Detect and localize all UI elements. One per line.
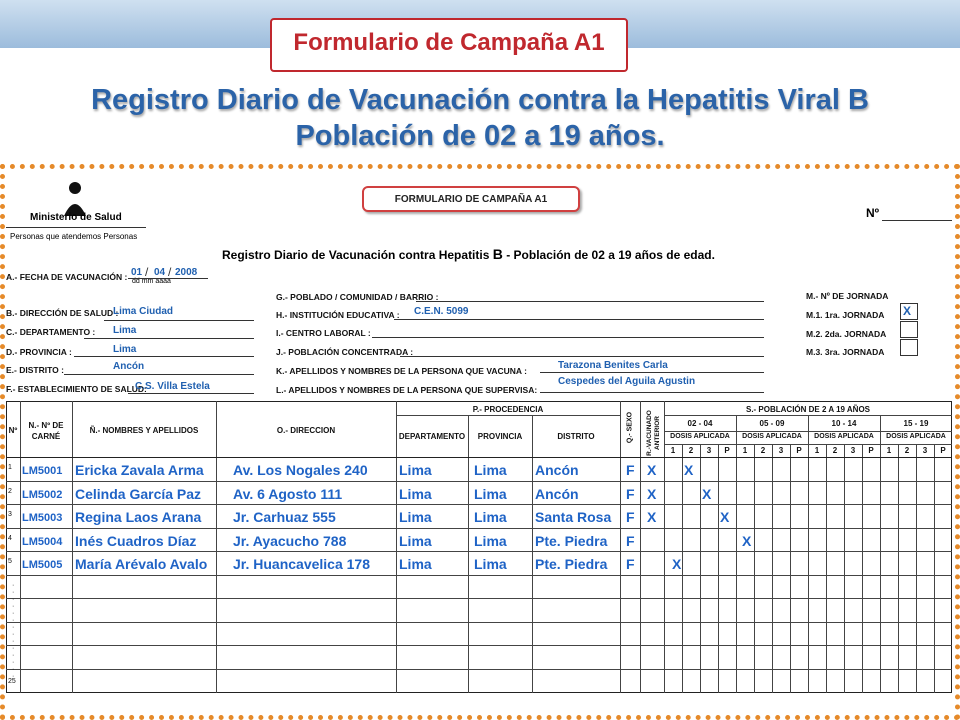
dose-subcolumn-label: 2 [832, 446, 838, 455]
line-j [400, 356, 764, 357]
row-line [6, 481, 952, 482]
cell-sexo: F [626, 509, 635, 525]
cell-carne: LM5004 [22, 535, 63, 548]
row-number: 5 [8, 558, 12, 565]
cell-sexo: F [626, 556, 635, 572]
checkbox-jornada-3[interactable] [900, 339, 918, 356]
row-line [6, 504, 952, 505]
dose-subcolumn-label: P [868, 446, 874, 455]
col-line [620, 401, 621, 693]
tab-title: Formulario de Campaña A1 [293, 29, 605, 56]
value-distrito: Ancón [113, 361, 145, 372]
cell-provincia: Lima [474, 556, 507, 572]
hdr-line [396, 415, 620, 416]
last-row-number: 25 [8, 678, 16, 685]
value-departamento: Lima [113, 325, 137, 336]
line-e [64, 374, 254, 375]
hdr-line [664, 431, 952, 432]
row-continuation-dot: · [12, 652, 15, 659]
cell-departamento: Lima [399, 556, 432, 572]
hdr-nombres: Ñ.- NOMBRES Y APELLIDOS [89, 426, 199, 435]
line-g [416, 301, 764, 302]
dose-subcolumn-label: P [796, 446, 802, 455]
cell-direccion: Jr. Huancavelica 178 [233, 556, 370, 572]
form-badge [362, 186, 580, 212]
label-establecimiento: F.- ESTABLECIMIENTO DE SALUD: [6, 384, 147, 394]
label-poblado: G.- POBLADO / COMUNIDAD / BARRIO : [276, 292, 439, 302]
hdr-line [664, 444, 952, 445]
value-institucion: C.E.N. 5099 [414, 306, 469, 317]
cell-direccion: Jr. Ayacucho 788 [233, 532, 347, 549]
form-title [222, 246, 715, 262]
cell-vacunado: X [647, 509, 657, 525]
line-k [540, 372, 764, 373]
cell-dose-mark: X [742, 532, 752, 549]
row-continuation-dot: · [12, 624, 15, 631]
age-group-label: 10 - 14 [831, 419, 857, 428]
label-departamento: C.- DEPARTAMENTO : [6, 327, 96, 337]
col-line [72, 401, 73, 693]
row-continuation-dot: · [12, 617, 15, 624]
slide-heading [0, 82, 960, 154]
cell-nombre: Inés Cuadros Díaz [75, 532, 197, 549]
row-continuation-dot: · [12, 645, 15, 652]
cell-distrito: Ancón [535, 462, 579, 478]
label-jornada-3: M.3. 3ra. JORNADA [806, 347, 885, 357]
cell-distrito: Pte. Piedra [535, 532, 608, 549]
line-h [394, 319, 764, 320]
age-group-label: 02 - 04 [687, 419, 713, 428]
date-slash-2: / [168, 265, 172, 279]
hdr-sexo: Q.- SEXO [626, 411, 634, 444]
date-year: 2008 [175, 267, 198, 278]
numero-line [882, 220, 952, 221]
hdr-provincia: PROVINCIA [477, 432, 523, 441]
value-establecimiento: C.S. Villa Estela [135, 381, 210, 392]
date-month: 04 [154, 267, 166, 278]
row-line [6, 645, 952, 646]
label-supervisa: L.- APELLIDOS Y NOMBRES DE LA PERSONA QUE SUPERVISA: [276, 385, 538, 395]
dose-subcolumn-label: 1 [670, 446, 676, 455]
cell-nombre: Regina Laos Arana [75, 509, 202, 525]
row-continuation-dot: · [12, 610, 15, 617]
value-direccion-salud: Lima Ciudad [113, 306, 174, 317]
dose-subcolumn-label: 3 [778, 446, 784, 455]
age-group-label: 05 - 09 [759, 419, 785, 428]
label-direccion-salud: B.- DIRECCIÓN DE SALUD : [6, 308, 119, 318]
cell-provincia: Lima [474, 509, 507, 525]
cell-sexo: F [626, 485, 635, 502]
ministry-divider [6, 227, 146, 228]
row-number: 2 [8, 487, 12, 495]
hdr-n: Nº [8, 426, 18, 435]
hdr-procedencia: P.- PROCEDENCIA [472, 405, 544, 414]
cell-direccion: Av. Los Nogales 240 [233, 462, 368, 478]
cell-sexo: F [626, 462, 635, 478]
checkbox-jornada-2[interactable] [900, 321, 918, 338]
row-number: 3 [8, 511, 12, 518]
ministry-tagline: Personas que atendemos Personas [10, 232, 138, 241]
dosis-label: DOSIS APLICADA [814, 433, 874, 440]
cell-distrito: Santa Rosa [535, 509, 612, 525]
row-line [6, 622, 952, 623]
cell-departamento: Lima [399, 532, 432, 549]
dosis-label: DOSIS APLICADA [670, 433, 730, 440]
dose-subcolumn-label: 2 [904, 446, 910, 455]
cell-carne: LM5003 [22, 512, 63, 524]
cell-sexo: F [626, 532, 635, 549]
cell-direccion: Jr. Carhuaz 555 [233, 509, 336, 525]
dose-subcolumn-label: 1 [886, 446, 892, 455]
hdr-departamento: DEPARTAMENTO [398, 432, 466, 441]
cell-departamento: Lima [399, 485, 432, 502]
cell-vacunado: X [647, 462, 657, 478]
label-fecha: A.- FECHA DE VACUNACIÓN : [6, 272, 128, 282]
label-jornada: M.- Nº DE JORNADA [806, 291, 889, 301]
label-institucion: H.- INSTITUCIÓN EDUCATIVA : [276, 310, 400, 320]
cell-nombre: Ericka Zavala Arma [75, 462, 204, 478]
line-f [128, 393, 254, 394]
label-vacuna: K.- APELLIDOS Y NOMBRES DE LA PERSONA QUE VACUNA : [276, 366, 527, 376]
hdr-direccion: O.- DIRECCION [276, 426, 336, 435]
numero-label: Nº [866, 206, 880, 220]
label-jornada-1: M.1. 1ra. JORNADA [806, 310, 885, 320]
row-continuation-dot: · [12, 659, 15, 666]
dose-subcolumn-label: 2 [760, 446, 766, 455]
dosis-label: DOSIS APLICADA [742, 433, 802, 440]
row-line [6, 575, 952, 576]
form-title-a: Registro Diario de Vacunación contra Hepatitis [222, 248, 493, 262]
col-line [20, 401, 21, 693]
heading-line-1: Registro Diario de Vacunación contra la Hepatitis Viral B [91, 84, 869, 116]
age-group-label: 15 - 19 [903, 419, 929, 428]
dose-subcolumn-label: P [724, 446, 730, 455]
label-provincia: D.- PROVINCIA : [6, 347, 72, 357]
dose-subcolumn-label: 1 [742, 446, 748, 455]
row-continuation-dot: · [12, 666, 15, 673]
cell-provincia: Lima [474, 485, 507, 502]
form-badge-text: FORMULARIO DE CAMPAÑA A1 [394, 194, 548, 205]
row-continuation-dot: · [12, 582, 15, 589]
label-distrito: E.- DISTRITO : [6, 365, 64, 375]
jornada-1-mark: X [903, 304, 912, 318]
label-jornada-2: M.2. 2da. JORNADA [806, 329, 887, 339]
date-slash-1: / [145, 265, 149, 279]
dose-subcolumn-label: 3 [850, 446, 856, 455]
cell-dose-mark: X [672, 556, 682, 572]
row-line [6, 669, 952, 670]
cell-vacunado: X [647, 485, 657, 502]
dose-subcolumn-label: 3 [922, 446, 928, 455]
line-l [540, 392, 764, 393]
ministry-name: Ministerio de Salud [30, 212, 122, 223]
hdr-vacunado: R.-VACUNADO ANTERIOR [646, 410, 661, 456]
form-title-c: - Población de 02 a 19 años de edad. [502, 248, 715, 262]
cell-distrito: Pte. Piedra [535, 556, 608, 572]
row-continuation-dot: · [12, 596, 15, 603]
dose-subcolumn-label: 1 [814, 446, 820, 455]
heading-line-2: Población de 02 a 19 años. [295, 120, 665, 152]
cell-dose-mark: X [720, 509, 730, 525]
dosis-label: DOSIS APLICADA [886, 433, 946, 440]
label-poblacion-concentrada: J.- POBLACIÓN CONCENTRADA : [276, 347, 414, 357]
date-format: dd mm aaaa [132, 278, 171, 285]
cell-departamento: Lima [399, 462, 432, 478]
row-number: 4 [8, 534, 12, 542]
col-line [216, 401, 217, 693]
hdr-poblacion: S.- POBLACIÓN DE 2 A 19 AÑOS [745, 405, 871, 414]
row-continuation-dot: · [12, 603, 15, 610]
value-vacuna: Tarazona Benites Carla [558, 360, 668, 371]
cell-provincia: Lima [474, 532, 507, 549]
value-supervisa: Cespedes del Aguila Agustin [558, 376, 696, 387]
cell-carne: LM5002 [22, 488, 63, 501]
line-i [372, 337, 764, 338]
title-tab [270, 18, 628, 72]
row-continuation-dot: · [12, 589, 15, 596]
line-d [74, 356, 254, 357]
row-number: 1 [8, 464, 12, 471]
hdr-bottom-line [6, 457, 952, 458]
value-provincia: Lima [113, 344, 137, 355]
cell-departamento: Lima [399, 509, 432, 525]
cell-carne: LM5001 [22, 465, 63, 477]
cell-provincia: Lima [474, 462, 507, 478]
row-continuation-dot: · [12, 631, 15, 638]
date-line [128, 278, 208, 279]
label-centro-laboral: I.- CENTRO LABORAL : [276, 328, 371, 338]
dose-subcolumn-label: 3 [706, 446, 712, 455]
hdr-carne: N.- Nº DE CARNÉ [28, 421, 64, 441]
date-day: 01 [131, 267, 143, 278]
vaccination-form [0, 170, 960, 720]
dose-subcolumn-label: P [940, 446, 946, 455]
row-line [6, 551, 952, 552]
row-line [6, 598, 952, 599]
row-line [6, 528, 952, 529]
form-title-b: B [492, 246, 503, 262]
cell-direccion: Av. 6 Agosto 111 [233, 485, 343, 502]
col-line [396, 401, 397, 693]
row-continuation-dot: · [12, 638, 15, 645]
hdr-line [664, 415, 952, 416]
cell-distrito: Ancón [535, 485, 579, 502]
col-line [640, 401, 641, 693]
hdr-distrito: DISTRITO [557, 432, 595, 441]
cell-carne: LM5005 [22, 559, 63, 571]
line-c [84, 338, 254, 339]
line-b [104, 320, 254, 321]
row-continuation-dot: · [12, 673, 15, 680]
dose-subcolumn-label: 2 [688, 446, 694, 455]
cell-dose-mark: X [702, 485, 712, 502]
cell-nombre: Celinda García Paz [75, 485, 202, 502]
cell-nombre: María Arévalo Avalo [75, 556, 208, 572]
cell-dose-mark: X [684, 462, 694, 478]
